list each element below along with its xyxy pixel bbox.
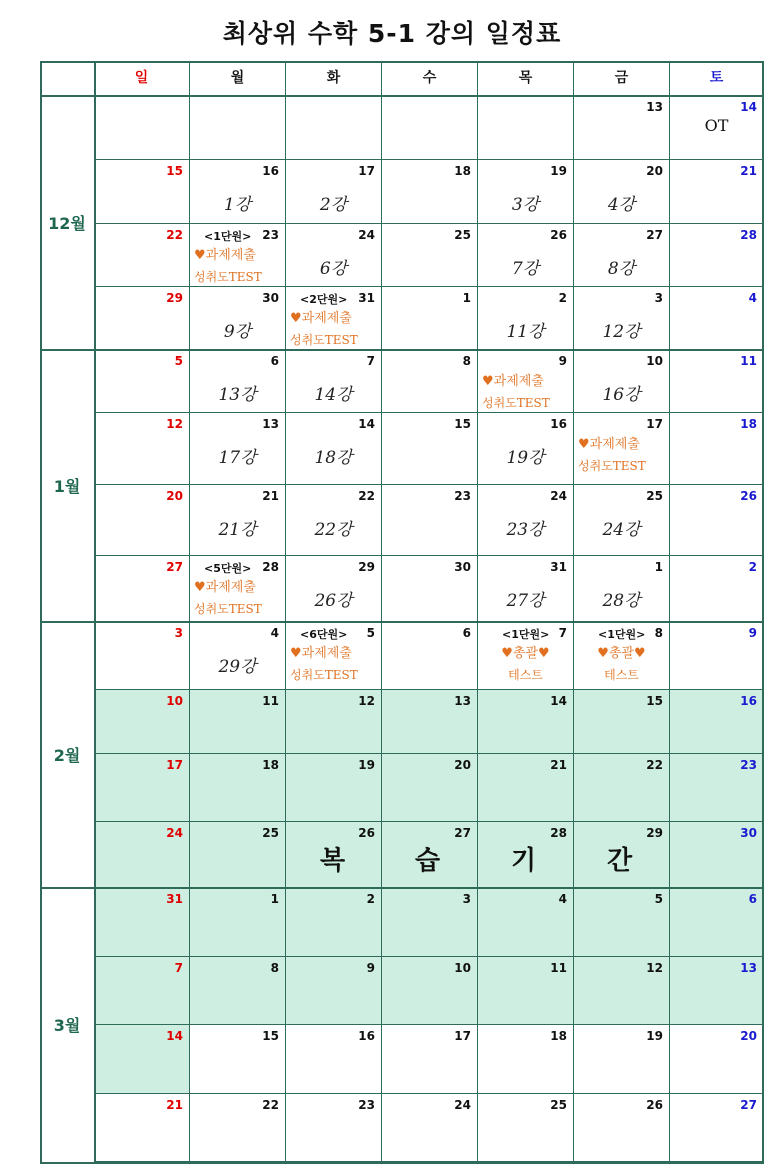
day-number: 30 (262, 291, 279, 305)
day-number: 5 (174, 354, 183, 368)
review-period-char: 복 (320, 846, 346, 876)
lecture-label: 27강 (506, 591, 545, 611)
lecture-label: 23강 (506, 520, 545, 540)
day-number: 3 (174, 626, 183, 640)
assignment-note: ♥과제제출 (290, 311, 352, 326)
day-number: 11 (740, 354, 757, 368)
unit-label: <5단원> (204, 562, 252, 575)
day-number: 20 (454, 758, 471, 772)
day-number: 30 (740, 826, 757, 840)
day-number: 25 (454, 228, 471, 242)
lecture-label: 29강 (218, 657, 257, 677)
day-number: 29 (646, 826, 663, 840)
day-number: 1 (654, 560, 663, 574)
day-number: 28 (262, 560, 279, 574)
lecture-label: 9강 (223, 322, 252, 342)
lecture-label: 13강 (218, 385, 257, 405)
lecture-label: 24강 (602, 520, 641, 540)
day-number: 3 (654, 291, 663, 305)
day-number: 27 (646, 228, 663, 242)
day-number: 2 (366, 892, 375, 906)
day-number: 21 (262, 489, 279, 503)
day-number: 21 (166, 1098, 183, 1112)
day-number: 5 (366, 626, 375, 640)
assignment-note: ♥과제제출 (194, 248, 256, 263)
day-number: 15 (166, 164, 183, 178)
day-number: 6 (748, 892, 757, 906)
lecture-label: 17강 (218, 448, 257, 468)
day-number: 21 (550, 758, 567, 772)
summary-test-note: 테스트 (604, 668, 639, 682)
day-number: 6 (462, 626, 471, 640)
assignment-note: ♥과제제출 (290, 646, 352, 661)
day-number: 22 (262, 1098, 279, 1112)
day-number: 19 (358, 758, 375, 772)
test-note: 성취도TEST (578, 459, 646, 473)
day-number: 24 (358, 228, 375, 242)
day-number: 31 (358, 291, 375, 305)
day-number: 6 (270, 354, 279, 368)
day-number: 12 (166, 417, 183, 431)
day-number: 14 (740, 100, 757, 114)
day-number: 10 (166, 694, 183, 708)
day-number: 31 (550, 560, 567, 574)
day-number: 17 (166, 758, 183, 772)
day-number: 4 (558, 892, 567, 906)
day-number: 22 (166, 228, 183, 242)
test-note: 성취도TEST (290, 333, 358, 347)
day-number: 10 (454, 961, 471, 975)
lecture-label: 16강 (602, 385, 641, 405)
day-number: 11 (262, 694, 279, 708)
day-number: 17 (454, 1029, 471, 1043)
day-number: 8 (270, 961, 279, 975)
day-number: 16 (358, 1029, 375, 1043)
day-number: 1 (270, 892, 279, 906)
day-number: 17 (358, 164, 375, 178)
day-number: 24 (550, 489, 567, 503)
weekday-header: 화 (286, 61, 382, 95)
orientation-label: OT (704, 116, 729, 135)
lecture-label: 8강 (607, 259, 636, 279)
test-note: 성취도TEST (482, 396, 550, 410)
unit-label: <6단원> (300, 628, 348, 641)
day-number: 15 (262, 1029, 279, 1043)
day-number: 22 (646, 758, 663, 772)
lecture-label: 4강 (607, 195, 636, 215)
day-number: 16 (550, 417, 567, 431)
day-number: 8 (654, 626, 663, 640)
day-number: 25 (646, 489, 663, 503)
day-number: 23 (358, 1098, 375, 1112)
weekday-header: 월 (190, 61, 286, 95)
lecture-label: 1강 (223, 195, 252, 215)
day-number: 14 (166, 1029, 183, 1043)
test-note: 성취도TEST (194, 602, 262, 616)
day-number: 20 (646, 164, 663, 178)
day-number: 27 (166, 560, 183, 574)
day-number: 4 (748, 291, 757, 305)
weekday-header: 토 (670, 61, 764, 95)
lecture-label: 22강 (314, 520, 353, 540)
day-number: 23 (454, 489, 471, 503)
day-number: 29 (358, 560, 375, 574)
day-number: 16 (262, 164, 279, 178)
day-number: 5 (654, 892, 663, 906)
day-number: 7 (366, 354, 375, 368)
unit-label: <1단원> (502, 628, 550, 641)
day-number: 2 (558, 291, 567, 305)
day-number: 18 (550, 1029, 567, 1043)
day-number: 13 (262, 417, 279, 431)
day-number: 27 (740, 1098, 757, 1112)
day-number: 15 (646, 694, 663, 708)
day-number: 27 (454, 826, 471, 840)
day-number: 12 (646, 961, 663, 975)
day-number: 28 (740, 228, 757, 242)
day-number: 19 (550, 164, 567, 178)
day-number: 28 (550, 826, 567, 840)
day-number: 8 (462, 354, 471, 368)
day-number: 13 (740, 961, 757, 975)
lecture-label: 19강 (506, 448, 545, 468)
day-number: 20 (740, 1029, 757, 1043)
lecture-label: 6강 (319, 259, 348, 279)
weekday-header: 수 (382, 61, 478, 95)
weekday-header: 목 (478, 61, 574, 95)
month-label: 1월 (53, 477, 81, 496)
day-number: 16 (740, 694, 757, 708)
day-number: 25 (262, 826, 279, 840)
day-number: 9 (366, 961, 375, 975)
weekday-header: 금 (574, 61, 670, 95)
review-period-char: 기 (511, 846, 537, 876)
page-title: 최상위 수학 5-1 강의 일정표 (222, 19, 562, 48)
day-number: 26 (550, 228, 567, 242)
day-number: 10 (646, 354, 663, 368)
lecture-label: 12강 (602, 322, 641, 342)
day-number: 26 (358, 826, 375, 840)
day-number: 7 (174, 961, 183, 975)
day-number: 23 (740, 758, 757, 772)
assignment-note: ♥과제제출 (482, 374, 544, 389)
lecture-label: 26강 (314, 591, 353, 611)
summary-test-note: 테스트 (508, 668, 543, 682)
day-number: 18 (740, 417, 757, 431)
day-number: 17 (646, 417, 663, 431)
day-number: 26 (646, 1098, 663, 1112)
day-number: 20 (166, 489, 183, 503)
review-period-char: 간 (607, 846, 633, 876)
day-number: 13 (454, 694, 471, 708)
day-number: 24 (454, 1098, 471, 1112)
weekday-header: 일 (94, 61, 190, 95)
day-number: 11 (550, 961, 567, 975)
day-number: 4 (270, 626, 279, 640)
day-number: 13 (646, 100, 663, 114)
day-number: 2 (748, 560, 757, 574)
lecture-label: 18강 (314, 448, 353, 468)
day-number: 18 (454, 164, 471, 178)
lecture-label: 3강 (511, 195, 540, 215)
day-number: 19 (646, 1029, 663, 1043)
test-note: 성취도TEST (194, 270, 262, 284)
day-number: 9 (558, 354, 567, 368)
day-number: 14 (550, 694, 567, 708)
day-number: 24 (166, 826, 183, 840)
unit-label: <1단원> (204, 230, 252, 243)
day-number: 23 (262, 228, 279, 242)
lecture-label: 28강 (602, 591, 641, 611)
day-number: 29 (166, 291, 183, 305)
assignment-note: ♥과제제출 (578, 437, 640, 452)
assignment-note: ♥과제제출 (194, 580, 256, 595)
day-number: 18 (262, 758, 279, 772)
calendar-frame (40, 61, 764, 1164)
day-number: 22 (358, 489, 375, 503)
lecture-label: 7강 (511, 259, 540, 279)
month-label: 12월 (48, 214, 86, 233)
day-number: 25 (550, 1098, 567, 1112)
month-label: 2월 (53, 746, 81, 765)
test-note: 성취도TEST (290, 668, 358, 682)
day-number: 26 (740, 489, 757, 503)
lecture-label: 14강 (314, 385, 353, 405)
day-number: 15 (454, 417, 471, 431)
day-number: 3 (462, 892, 471, 906)
summary-note: ♥총괄♥ (501, 646, 550, 661)
lecture-label: 2강 (319, 195, 348, 215)
summary-note: ♥총괄♥ (597, 646, 646, 661)
lecture-label: 11강 (506, 322, 545, 342)
day-number: 9 (748, 626, 757, 640)
lecture-label: 21강 (218, 520, 257, 540)
day-number: 21 (740, 164, 757, 178)
month-label: 3월 (53, 1016, 81, 1035)
day-number: 12 (358, 694, 375, 708)
unit-label: <2단원> (300, 293, 348, 306)
day-number: 14 (358, 417, 375, 431)
day-number: 30 (454, 560, 471, 574)
review-period-char: 습 (415, 846, 441, 876)
unit-label: <1단원> (598, 628, 646, 641)
day-number: 1 (462, 291, 471, 305)
day-number: 31 (166, 892, 183, 906)
day-number: 7 (558, 626, 567, 640)
